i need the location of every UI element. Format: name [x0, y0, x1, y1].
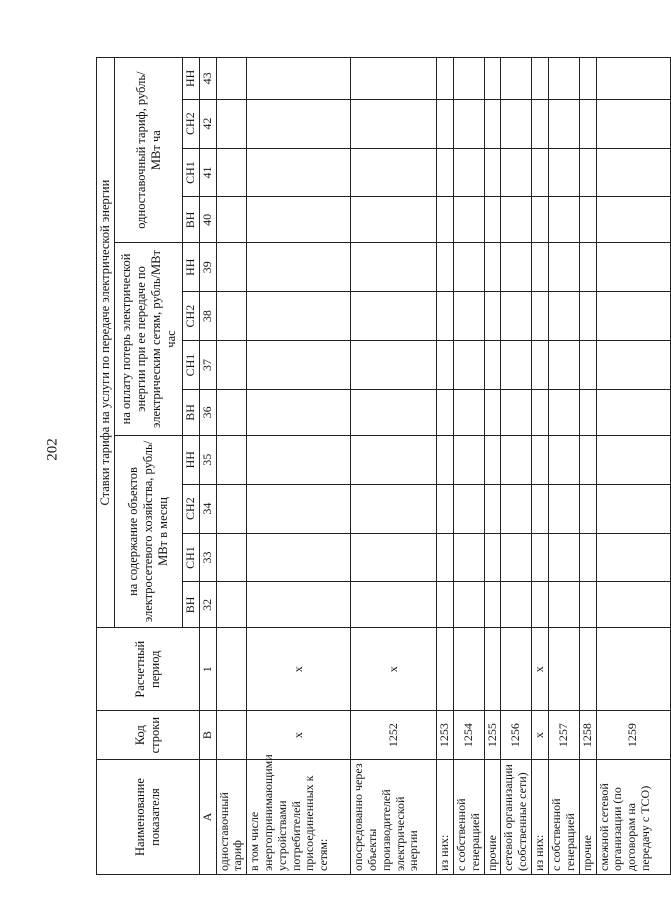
row-period [453, 628, 484, 711]
value-cell [579, 435, 596, 484]
value-cell [216, 197, 247, 243]
column-number: 36 [199, 390, 216, 436]
row-period [484, 628, 501, 711]
column-number: 38 [199, 292, 216, 341]
value-cell [216, 58, 247, 100]
value-cell [531, 484, 548, 533]
value-cell [501, 99, 532, 148]
row-period: x [351, 628, 437, 711]
row-code [216, 711, 247, 760]
value-cell [501, 341, 532, 390]
row-code: 1253 [437, 711, 454, 760]
table-row [484, 58, 501, 875]
value-cell [531, 390, 548, 436]
value-cell [501, 435, 532, 484]
value-cell [453, 484, 484, 533]
value-cell [501, 148, 532, 197]
voltage-level: СН2 [183, 484, 200, 533]
value-cell [596, 484, 670, 533]
row-code: 1257 [548, 711, 579, 760]
value-cell [453, 148, 484, 197]
row-name: сетевой организации (собственные сети) [501, 760, 532, 875]
value-cell [501, 243, 532, 292]
table-row [216, 58, 247, 875]
value-cell [453, 243, 484, 292]
value-cell [596, 148, 670, 197]
value-cell [351, 435, 437, 484]
header-rates-group: Ставки тарифа на услуги по передаче электрической энергии [97, 58, 115, 628]
voltage-level: ВН [183, 197, 200, 243]
table-row [596, 58, 670, 875]
value-cell [531, 292, 548, 341]
value-cell [579, 58, 596, 100]
value-cell [548, 390, 579, 436]
value-cell [548, 292, 579, 341]
value-cell [531, 341, 548, 390]
header-losses: на оплату потерь электрической энергии при ее передаче по электрическим сетям, рубль/МВт час [115, 243, 183, 436]
value-cell [437, 582, 454, 628]
value-cell [247, 484, 351, 533]
value-cell [579, 197, 596, 243]
row-code: 1255 [484, 711, 501, 760]
column-number: 33 [199, 533, 216, 582]
value-cell [531, 58, 548, 100]
value-cell [548, 58, 579, 100]
table-row [453, 58, 484, 875]
value-cell [531, 243, 548, 292]
value-cell [351, 58, 437, 100]
value-cell [351, 390, 437, 436]
value-cell [247, 197, 351, 243]
value-cell [484, 390, 501, 436]
header-code: Код строки [97, 711, 200, 760]
value-cell [484, 58, 501, 100]
row-period [596, 628, 670, 711]
value-cell [453, 99, 484, 148]
value-cell [247, 292, 351, 341]
value-cell [437, 292, 454, 341]
row-code: x [531, 711, 548, 760]
voltage-level: ВН [183, 582, 200, 628]
value-cell [596, 197, 670, 243]
column-number: 35 [199, 435, 216, 484]
value-cell [351, 533, 437, 582]
value-cell [351, 341, 437, 390]
table-row [437, 58, 454, 875]
value-cell [548, 99, 579, 148]
value-cell [247, 435, 351, 484]
column-number: 34 [199, 484, 216, 533]
header-period: Расчетный период [97, 628, 200, 711]
value-cell [531, 435, 548, 484]
value-cell [548, 435, 579, 484]
value-cell [548, 582, 579, 628]
row-name: смежной сетевой организации (по договорам на передачу с ТСО) [596, 760, 670, 875]
value-cell [548, 197, 579, 243]
value-cell [548, 243, 579, 292]
value-cell [548, 341, 579, 390]
row-period [437, 628, 454, 711]
value-cell [247, 99, 351, 148]
row-period [501, 628, 532, 711]
value-cell [531, 533, 548, 582]
row-period: x [531, 628, 548, 711]
row-period: x [247, 628, 351, 711]
value-cell [216, 484, 247, 533]
row-period [216, 628, 247, 711]
header-indicator: Наименование показателя [97, 760, 200, 875]
value-cell [453, 58, 484, 100]
value-cell [453, 292, 484, 341]
value-cell [247, 533, 351, 582]
value-cell [501, 58, 532, 100]
value-cell [437, 58, 454, 100]
row-period [579, 628, 596, 711]
column-number: 43 [199, 58, 216, 100]
column-number: 37 [199, 341, 216, 390]
value-cell [484, 533, 501, 582]
value-cell [596, 58, 670, 100]
header-single-rate: одноставочный тариф, рубль/МВт ча [115, 58, 183, 243]
value-cell [501, 484, 532, 533]
value-cell [437, 148, 454, 197]
value-cell [216, 390, 247, 436]
row-name: из них: [437, 760, 454, 875]
value-cell [579, 390, 596, 436]
voltage-level: СН2 [183, 292, 200, 341]
table-row [548, 58, 579, 875]
column-number: 1 [199, 628, 216, 711]
value-cell [548, 148, 579, 197]
tariff-table [96, 57, 671, 875]
table-row [531, 58, 548, 875]
value-cell [247, 243, 351, 292]
column-number: 41 [199, 148, 216, 197]
value-cell [484, 484, 501, 533]
value-cell [453, 390, 484, 436]
value-cell [437, 435, 454, 484]
value-cell [453, 582, 484, 628]
value-cell [579, 341, 596, 390]
row-name: опосредованно через объекты производителей электрической энергии [351, 760, 437, 875]
value-cell [453, 197, 484, 243]
row-name: из них: [531, 760, 548, 875]
value-cell [484, 197, 501, 243]
value-cell [216, 148, 247, 197]
row-name: прочие [484, 760, 501, 875]
value-cell [216, 341, 247, 390]
value-cell [579, 533, 596, 582]
value-cell [247, 390, 351, 436]
voltage-level: СН1 [183, 148, 200, 197]
value-cell [596, 582, 670, 628]
column-number: 40 [199, 197, 216, 243]
value-cell [484, 243, 501, 292]
row-name: с собственной генерацией [453, 760, 484, 875]
value-cell [596, 341, 670, 390]
value-cell [216, 435, 247, 484]
value-cell [216, 582, 247, 628]
column-number: В [199, 711, 216, 760]
value-cell [437, 197, 454, 243]
page-number: 202 [44, 438, 61, 461]
column-number: А [199, 760, 216, 875]
value-cell [579, 484, 596, 533]
value-cell [579, 148, 596, 197]
value-cell [484, 99, 501, 148]
value-cell [579, 582, 596, 628]
value-cell [531, 582, 548, 628]
value-cell [437, 341, 454, 390]
value-cell [548, 533, 579, 582]
value-cell [216, 99, 247, 148]
column-number: 42 [199, 99, 216, 148]
voltage-level: НН [183, 58, 200, 100]
voltage-level: СН1 [183, 533, 200, 582]
value-cell [484, 341, 501, 390]
value-cell [351, 243, 437, 292]
value-cell [596, 292, 670, 341]
value-cell [247, 341, 351, 390]
row-code: 1254 [453, 711, 484, 760]
value-cell [501, 292, 532, 341]
value-cell [579, 99, 596, 148]
voltage-level: СН1 [183, 341, 200, 390]
row-name: в том числе энергопринимающими устройствами потребителей присоединенных к сетям: [247, 760, 351, 875]
row-name: прочие [579, 760, 596, 875]
value-cell [501, 533, 532, 582]
table-row [247, 58, 351, 875]
value-cell [531, 148, 548, 197]
value-cell [596, 390, 670, 436]
value-cell [247, 58, 351, 100]
value-cell [596, 99, 670, 148]
value-cell [596, 533, 670, 582]
value-cell [247, 582, 351, 628]
value-cell [453, 533, 484, 582]
value-cell [484, 292, 501, 341]
row-code: 1252 [351, 711, 437, 760]
value-cell [351, 197, 437, 243]
value-cell [216, 533, 247, 582]
value-cell [484, 148, 501, 197]
value-cell [484, 435, 501, 484]
value-cell [216, 243, 247, 292]
value-cell [351, 148, 437, 197]
header-maintenance: на содержание объектов электросетевого хозяйства, рубль/МВт в месяц [115, 435, 183, 628]
value-cell [596, 435, 670, 484]
value-cell [453, 435, 484, 484]
voltage-level: НН [183, 243, 200, 292]
value-cell [484, 582, 501, 628]
value-cell [453, 341, 484, 390]
value-cell [437, 99, 454, 148]
value-cell [531, 99, 548, 148]
table-row [351, 58, 437, 875]
row-code: 1258 [579, 711, 596, 760]
value-cell [596, 243, 670, 292]
value-cell [531, 197, 548, 243]
value-cell [351, 292, 437, 341]
row-period [548, 628, 579, 711]
value-cell [216, 292, 247, 341]
value-cell [501, 582, 532, 628]
table-row [501, 58, 532, 875]
voltage-level: ВН [183, 390, 200, 436]
row-name: с собственной генерацией [548, 760, 579, 875]
value-cell [437, 390, 454, 436]
row-code: x [247, 711, 351, 760]
rotated-table-container [96, 57, 652, 875]
value-cell [437, 484, 454, 533]
voltage-level: НН [183, 435, 200, 484]
row-name: одноставочный тариф [216, 760, 247, 875]
value-cell [501, 390, 532, 436]
table-row [579, 58, 596, 875]
value-cell [351, 582, 437, 628]
row-code: 1259 [596, 711, 670, 760]
value-cell [501, 197, 532, 243]
value-cell [437, 533, 454, 582]
column-number: 39 [199, 243, 216, 292]
value-cell [548, 484, 579, 533]
value-cell [579, 243, 596, 292]
value-cell [579, 292, 596, 341]
value-cell [247, 148, 351, 197]
value-cell [351, 484, 437, 533]
column-number: 32 [199, 582, 216, 628]
value-cell [351, 99, 437, 148]
row-code: 1256 [501, 711, 532, 760]
value-cell [437, 243, 454, 292]
voltage-level: СН2 [183, 99, 200, 148]
